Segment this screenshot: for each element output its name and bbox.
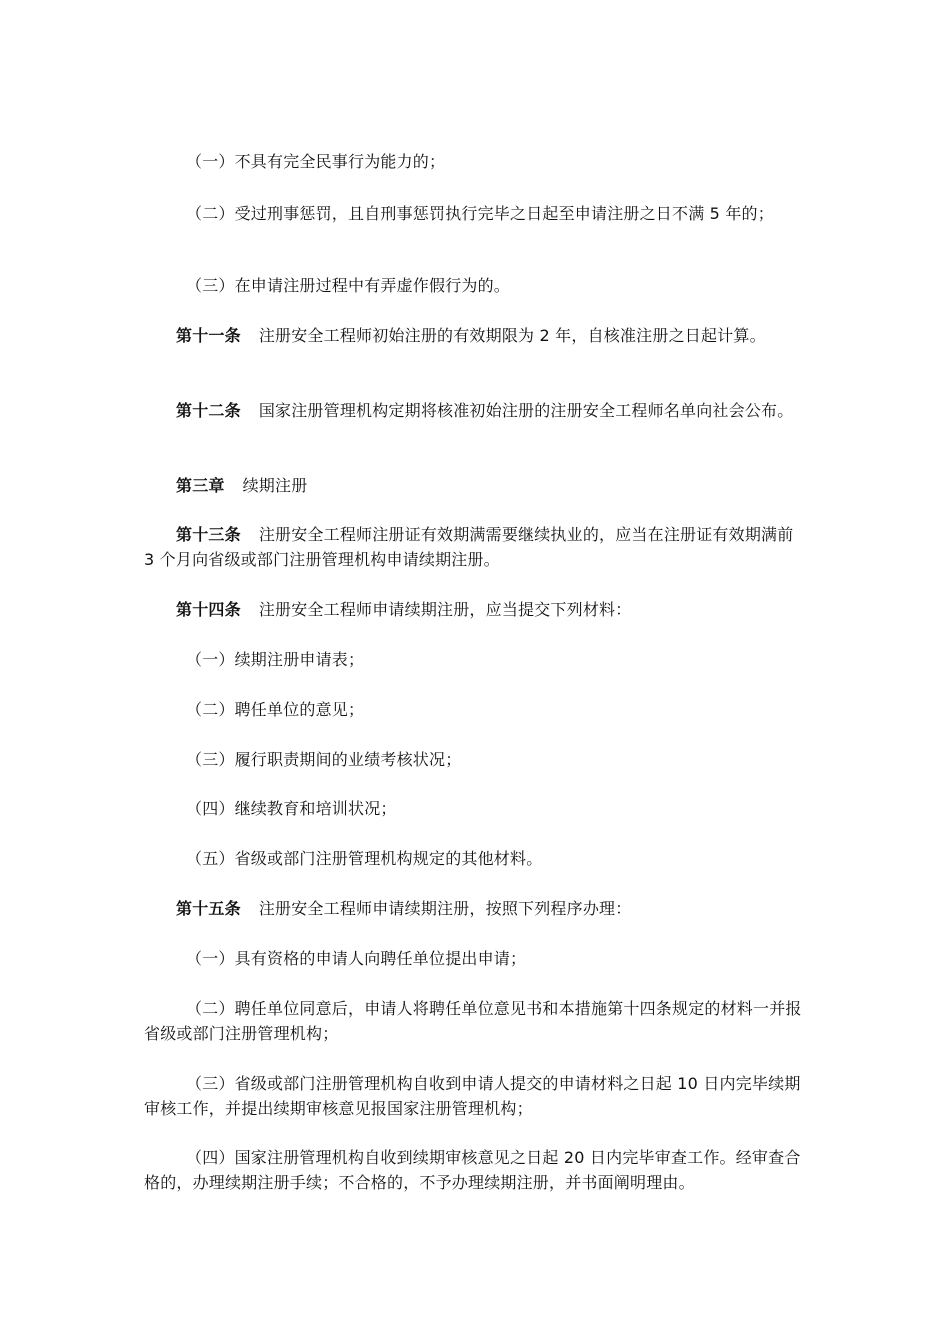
- paragraph-item-10: （二）聘任单位同意后，申请人将聘任单位意见书和本措施第十四条规定的材料一并报省级或部门注册管理机构；: [144, 999, 802, 1043]
- chapter-heading: [144, 473, 806, 498]
- article-text: 注册安全工程师申请续期注册，按照下列程序办理：: [258, 899, 632, 918]
- paragraph-item-12: （四）国家注册管理机构自收到续期审核意见之日起 20 日内完毕审查工作。经审查合格的，办理续期注册手续；不合格的，不予办理续期注册，并书面阐明理由。: [144, 1148, 801, 1192]
- paragraph-item-9: （一）具有资格的申请人向聘任单位提出申请；: [186, 949, 527, 968]
- article-label: 第十四条: [176, 600, 241, 619]
- article-label: 第十二条: [176, 401, 241, 420]
- paragraph-item-5: （二）聘任单位的意见；: [186, 700, 365, 719]
- article-14: [144, 597, 806, 622]
- chapter-label: 第三章: [176, 476, 225, 495]
- paragraph-item-6: （三）履行职责期间的业绩考核状况；: [186, 750, 462, 769]
- paragraph-item-3: （三）在申请注册过程中有弄虚作假行为的。: [186, 276, 511, 295]
- chapter-title: 续期注册: [242, 476, 308, 495]
- article-text: 注册安全工程师申请续期注册，应当提交下列材料：: [258, 600, 632, 619]
- paragraph-item-7: （四）继续教育和培训状况；: [186, 799, 397, 818]
- paragraph-item-4: （一）续期注册申请表；: [186, 650, 365, 669]
- article-13: [144, 522, 806, 572]
- article-12: [144, 398, 806, 423]
- article-label: 第十一条: [176, 326, 241, 345]
- article-text: 注册安全工程师初始注册的有效期限为 2 年，自核准注册之日起计算。: [258, 326, 766, 345]
- paragraph-item-2: （二）受过刑事惩罚，且自刑事惩罚执行完毕之日起至申请注册之日不满 5 年的；: [186, 204, 774, 223]
- article-label: 第十五条: [176, 899, 241, 918]
- article-text: 国家注册管理机构定期将核准初始注册的注册安全工程师名单向社会公布。: [258, 401, 794, 420]
- article-text: 注册安全工程师注册证有效期满需要继续执业的，应当在注册证有效期满前 3 个月向省级或部门注册管理机构申请续期注册。: [144, 525, 794, 569]
- paragraph-item-8: （五）省级或部门注册管理机构规定的其他材料。: [186, 849, 543, 868]
- article-label: 第十三条: [176, 525, 241, 544]
- paragraph-item-1: （一）不具有完全民事行为能力的；: [186, 152, 446, 171]
- paragraph-item-11: （三）省级或部门注册管理机构自收到申请人提交的申请材料之日起 10 日内完毕续期审核工作，并提出续期审核意见报国家注册管理机构；: [144, 1074, 801, 1118]
- article-11: [144, 323, 806, 348]
- article-15: [144, 896, 806, 921]
